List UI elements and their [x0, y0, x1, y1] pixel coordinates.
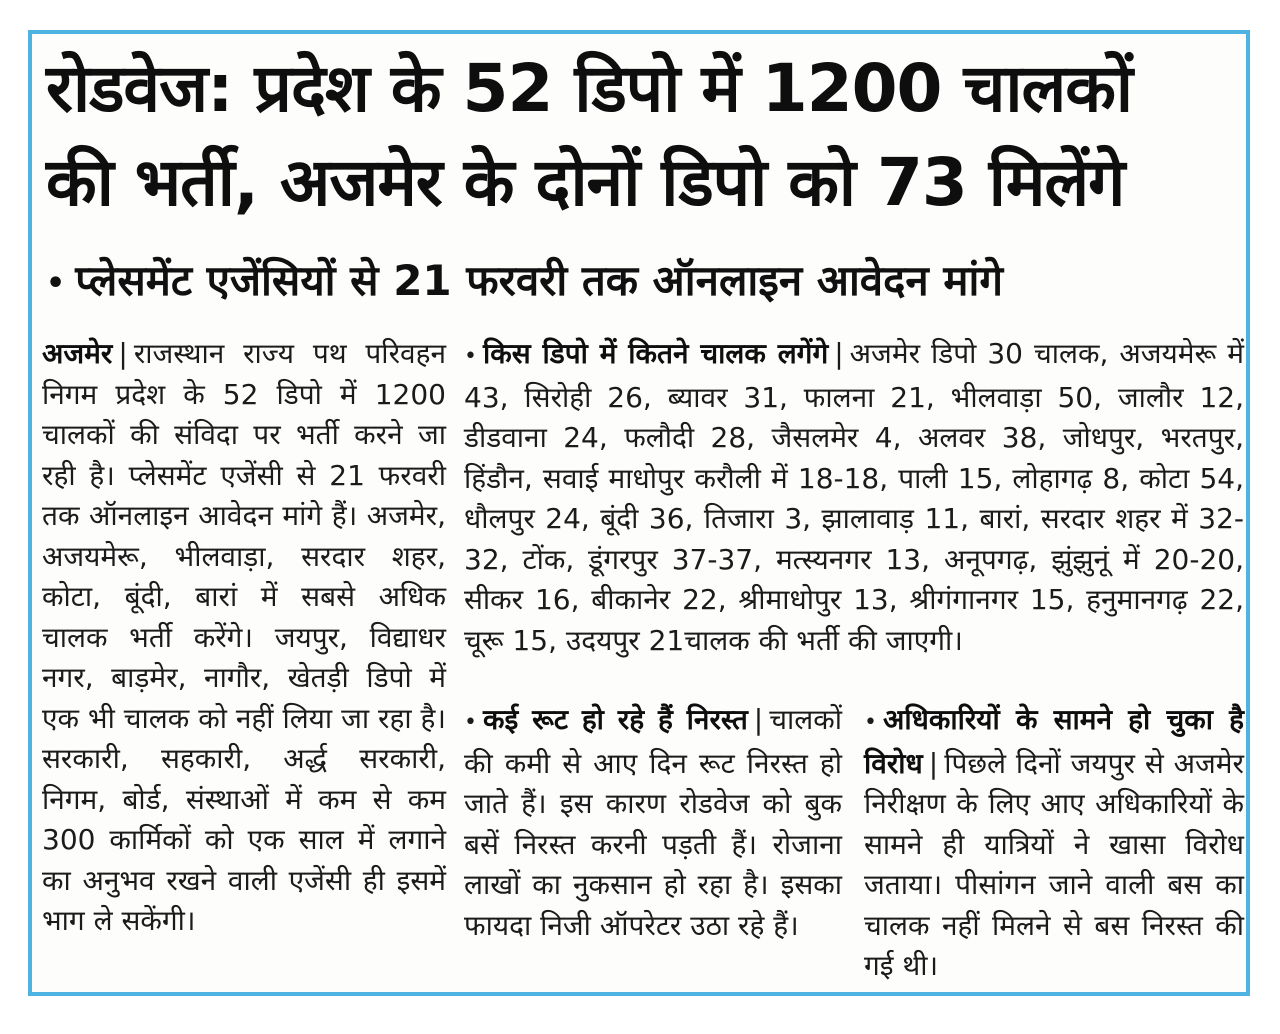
protest-section-separator: | [928, 746, 939, 780]
bullet-icon: • [464, 710, 477, 735]
bullet-icon: • [464, 344, 477, 369]
routes-cancelled-section [464, 700, 842, 990]
bullet-icon: • [864, 710, 877, 735]
depot-section-body: अजमेर डिपो 30 चालक, अजयमेरू में 43, सिरोही 26, ब्यावर 31, फालना 21, भीलवाड़ा 50, जालौर 12, डीडवाना 24, फलौदी 28, जैसलमेर 4, अलवर 38, जोधपुर, भरतपुर, हिंडौन, सवाई माधोपुर करौली में 18-18, पाली 15, लोहागढ़ 8, कोटा 54, धौलपुर 24, बूंदी 36, तिजारा 3, झालावाड़ 11, बारां, सरदार शहर में 32-32, टोंक, डूंगरपुर 37-37, मत्स्यनगर 13, अनूपगढ़, झुंझुनूं में 20-20, सीकर 16, बीकानेर 22, श्रीमाधोपुर 13, श्रीगंगानगर 15, हनुमानगढ़ 22, चूरू 15, उदयपुर 21चालक की भर्ती की जाएगी। [464, 337, 1244, 657]
routes-section-lead: कई रूट हो रहे हैं निरस्त [482, 703, 748, 736]
depot-counts-section [464, 334, 1244, 657]
protest-section-lead: अधिकारियों के सामने हो चुका है विरोध [864, 703, 1244, 780]
dateline: अजमेर [42, 337, 113, 370]
left-column-paragraph [42, 334, 446, 942]
depot-counts-paragraph [464, 334, 1244, 661]
subheadline [46, 246, 1242, 319]
bullet-icon: • [46, 265, 66, 301]
depot-section-separator: | [834, 337, 844, 370]
subheadline-text: प्लेसमेंट एजेंसियों से 21 फरवरी तक ऑनलाइन आवेदन मांगे [75, 256, 1004, 305]
protest-section [864, 700, 1244, 990]
dateline-separator: | [118, 337, 128, 370]
protest-paragraph [864, 700, 1244, 987]
routes-section-separator: | [753, 703, 764, 736]
protest-section-body: पिछले दिनों जयपुर से अजमेर निरीक्षण के लिए आए अधिकारियों के सामने ही यात्रियों ने खासा विरोध जताया। पीसांगन जाने वाली बस का चालक नहीं मिलने से बस निरस्त की गई थी। [864, 746, 1244, 982]
headline-line-2: की भर्ती, अजमेर के दोनों डिपो को 73 मिलेंगे [46, 144, 1125, 221]
clipping-frame [28, 30, 1250, 996]
headline [46, 42, 1242, 230]
routes-cancelled-paragraph [464, 700, 842, 946]
left-column-body: राजस्थान राज्य पथ परिवहन निगम प्रदेश के 52 डिपो में 1200 चालकों की संविदा पर भर्ती करने जा रही है। प्लेसमेंट एजेंसी से 21 फरवरी तक ऑनलाइन आवेदन मांगे हैं। अजमेर, अजयमेरू, भीलवाड़ा, सरदार शहर, कोटा, बूंदी, बारां में सबसे अधिक चालक भर्ती करेंगे। जयपुर, विद्याधर नगर, बाड़मेर, नागौर, खेतड़ी डिपो में एक भी चालक को नहीं लिया जा रहा है। सरकारी, सहकारी, अर्द्ध सरकारी, निगम, बोर्ड, संस्थाओं में कम से कम 300 कार्मिकों को एक साल में लगाने का अनुभव रखने वाली एजेंसी ही इसमें भाग ले सकेंगी। [42, 337, 446, 937]
headline-line-1: रोडवेज: प्रदेश के 52 डिपो में 1200 चालकों [46, 50, 1132, 127]
depot-section-lead: किस डिपो में कितने चालक लगेंगे [482, 337, 829, 370]
left-column [42, 334, 446, 984]
routes-section-body: चालकों की कमी से आए दिन रूट निरस्त हो जाते हैं। इस कारण रोडवेज को बुक बसें निरस्त करनी पड़ती हैं। रोजाना लाखों का नुकसान हो रहा है। इसका फायदा निजी ऑपरेटर उठा रहे हैं। [464, 703, 842, 942]
